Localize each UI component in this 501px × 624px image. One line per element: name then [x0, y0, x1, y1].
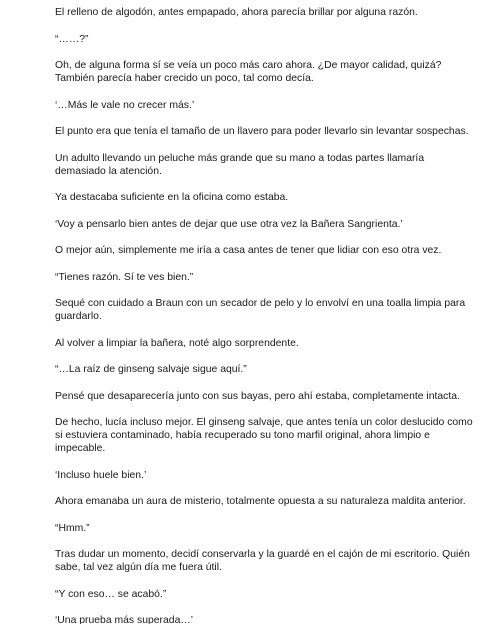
- paragraph: ‘Voy a pensarlo bien antes de dejar que use otra vez la Bañera Sangrienta.’: [55, 218, 403, 230]
- paragraph: Sequé con cuidado a Braun con un secador de pelo y lo envolví en una toalla limpia para guardarlo.: [55, 298, 466, 322]
- paragraph: Ya destacaba suficiente en la oficina como estaba.: [55, 192, 289, 203]
- paragraph: O mejor aún, simplemente me iría a casa antes de tener que lidiar con eso otra vez.: [55, 245, 442, 256]
- paragraph: “Hmm.”: [55, 522, 90, 534]
- paragraph: ‘…Más le vale no crecer más.’: [55, 99, 195, 111]
- paragraph: “…La raíz de ginseng salvaje sigue aquí.”: [55, 364, 247, 375]
- paragraph: Pensé que desaparecería junto con sus bayas, pero ahí estaba, completamente intacta.: [55, 390, 460, 402]
- paragraph: De hecho, lucía incluso mejor. El ginseng salvaje, que antes tenía un color deslucido como si estuviera contaminado, había recuperado su tono marfil original, ahora limpio e impecable.: [55, 417, 473, 454]
- paragraph: “Y con eso… se acabó.”: [55, 588, 167, 600]
- paragraph: ‘Una prueba más superada…’: [55, 615, 194, 624]
- paragraph: ‘Incluso huele bien.’: [55, 469, 147, 481]
- text-column: [55, 6, 475, 624]
- paragraph: El relleno de algodón, antes empapado, ahora parecía brillar por alguna razón.: [55, 7, 418, 18]
- paragraph: Un adulto llevando un peluche más grande que su mano a todas partes llamaría demasiado la atención.: [55, 152, 425, 177]
- paragraph: El punto era que tenía el tamaño de un llavero para poder llevarlo sin levantar sospechas.: [55, 126, 469, 137]
- paragraph: Al volver a limpiar la bañera, noté algo sorprendente.: [55, 337, 299, 349]
- paragraph: Oh, de alguna forma sí se veía un poco más caro ahora. ¿De mayor calidad, quizá? También parecía haber crecido un poco, tal como decía.: [55, 60, 442, 84]
- paragraph: Tras dudar un momento, decidí conservarla y la guardé en el cajón de mi escritorio. Quién sabe, tal vez algún día me fuera útil.: [55, 549, 470, 573]
- paragraph: “Tienes razón. Sí te ves bien.”: [55, 271, 194, 283]
- paragraph: “……?”: [55, 33, 89, 45]
- paragraph: Ahora emanaba un aura de misterio, totalmente opuesta a su naturaleza maldita anterior.: [55, 496, 466, 507]
